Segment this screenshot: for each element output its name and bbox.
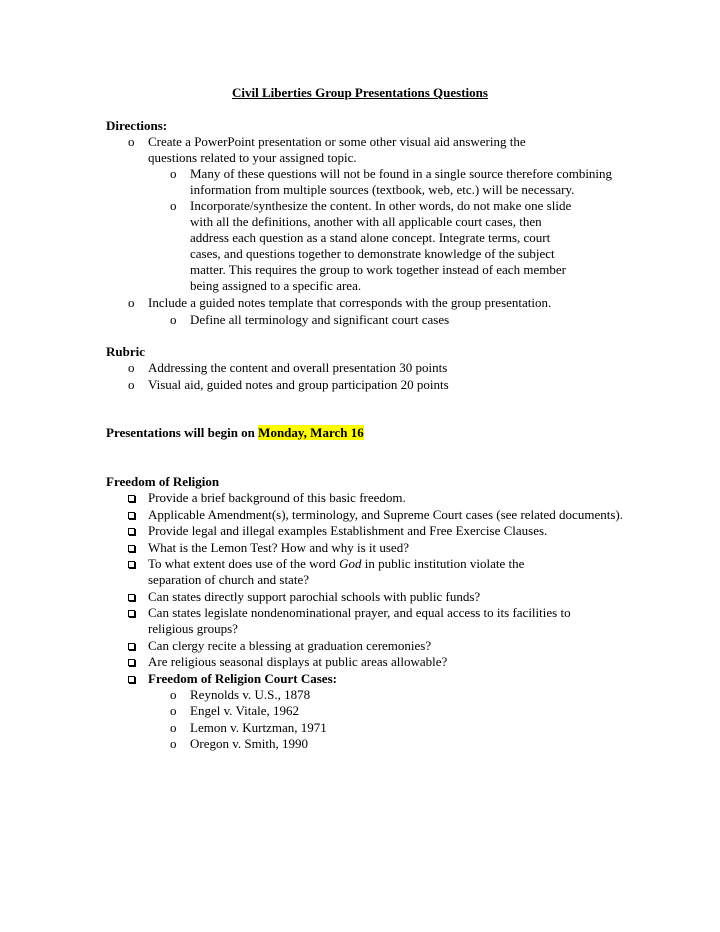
religion-item-5-cont: separation of church and state? (148, 572, 309, 587)
religion-item-7: Can states legislate nondenominational prayer, and equal access to its facilities to (148, 605, 571, 620)
bullet-o: o (170, 312, 177, 327)
religion-heading: Freedom of Religion (106, 474, 220, 489)
religion-item-2: Applicable Amendment(s), terminology, and Supreme Court cases (see related documents). (148, 507, 623, 522)
bullet-o: o (128, 377, 135, 392)
directions-sub-2-line-4: cases, and questions together to demonstrate knowledge of the subject (190, 246, 555, 261)
directions-sub-2-line-5: matter. This requires the group to work together instead of each member (190, 262, 566, 277)
directions-sub-2-line-6: being assigned to a specific area. (190, 278, 362, 293)
directions-item-1-line-1: Create a PowerPoint presentation or some other visual aid answering the (148, 134, 526, 149)
religion-item-3: Provide legal and illegal examples Establishment and Free Exercise Clauses. (148, 523, 548, 538)
rubric-item-2: Visual aid, guided notes and group participation 20 points (148, 377, 449, 392)
religion-item-5 (148, 556, 524, 572)
directions-sub-3-line-1: Define all terminology and significant court cases (190, 312, 450, 327)
rubric-item-1: Addressing the content and overall presentation 30 points (148, 360, 448, 375)
directions-sub-2-line-2: with all the definitions, another with all applicable court cases, then (190, 214, 542, 229)
rubric-heading: Rubric (106, 344, 145, 359)
religion-item-8: Can clergy recite a blessing at graduation ceremonies? (148, 638, 432, 653)
case-item: Lemon v. Kurtzman, 1971 (190, 720, 327, 735)
religion-cases-heading: Freedom of Religion Court Cases: (148, 671, 337, 686)
directions-sub-2-line-1: Incorporate/synthesize the content. In other words, do not make one slide (190, 198, 572, 213)
directions-sub-1-line-2: information from multiple sources (textbook, web, etc.) will be necessary. (190, 182, 575, 197)
directions-item-2-line-1: Include a guided notes template that corresponds with the group presentation. (148, 295, 552, 310)
checkbox-bullet-icon (128, 594, 135, 601)
checkbox-bullet-icon (128, 659, 135, 666)
checkbox-bullet-icon (128, 528, 135, 535)
checkbox-bullet-icon (128, 512, 135, 519)
case-item: Engel v. Vitale, 1962 (190, 703, 299, 718)
bullet-o: o (170, 703, 177, 718)
checkbox-bullet-icon (128, 545, 135, 552)
bullet-o: o (170, 198, 177, 213)
presentations-label: Presentations will begin on (106, 425, 259, 440)
religion-item-6: Can states directly support parochial schools with public funds? (148, 589, 481, 604)
directions-sub-2-line-3: address each question as a stand alone concept. Integrate terms, court (190, 230, 551, 245)
bullet-o: o (128, 134, 135, 149)
directions-heading: Directions: (106, 118, 168, 133)
bullet-o: o (128, 295, 135, 310)
bullet-o: o (170, 720, 177, 735)
directions-sub-1-line-1: Many of these questions will not be found in a single source therefore combining (190, 166, 613, 181)
religion-item-5-post: in public institution violate the (361, 556, 525, 571)
directions-item-1-line-2: questions related to your assigned topic. (148, 150, 357, 165)
religion-item-1: Provide a brief background of this basic freedom. (148, 490, 406, 505)
presentations-date: Monday, March 16 (258, 425, 364, 440)
document-title: Civil Liberties Group Presentations Questions (232, 85, 488, 100)
bullet-o: o (170, 736, 177, 751)
checkbox-bullet-icon (128, 610, 135, 617)
case-item: Reynolds v. U.S., 1878 (190, 687, 311, 702)
religion-item-9: Are religious seasonal displays at public areas allowable? (148, 654, 448, 669)
checkbox-bullet-icon (128, 495, 135, 502)
bullet-o: o (128, 360, 135, 375)
religion-item-5-pre: To what extent does use of the word (148, 556, 340, 571)
religion-item-7-cont: religious groups? (148, 621, 238, 636)
checkbox-bullet-icon (128, 676, 135, 683)
religion-item-5-em: God (339, 556, 362, 571)
presentations-line (106, 425, 364, 441)
bullet-o: o (170, 687, 177, 702)
religion-item-4: What is the Lemon Test? How and why is it used? (148, 540, 409, 555)
checkbox-bullet-icon (128, 643, 135, 650)
checkbox-bullet-icon (128, 561, 135, 568)
case-item: Oregon v. Smith, 1990 (190, 736, 308, 751)
bullet-o: o (170, 166, 177, 181)
